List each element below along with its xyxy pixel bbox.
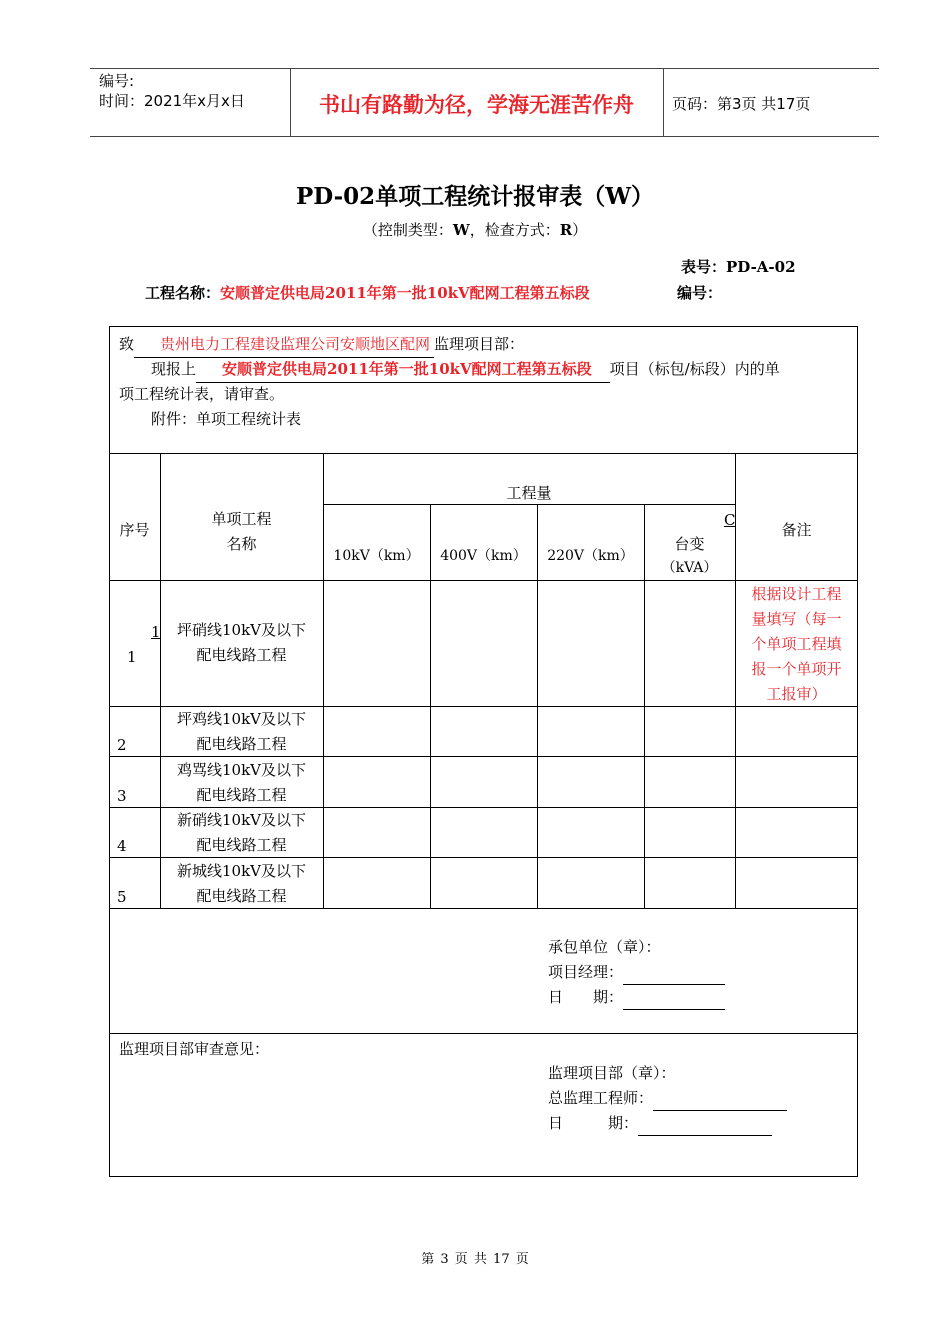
- supervision-engineer: 总监理工程师：: [548, 1086, 787, 1111]
- page-footer: 第 3 页 共 17 页: [421, 1252, 529, 1267]
- table-row-name: 新城线10kV及以下 配电线路工程: [176, 862, 306, 905]
- header-page-info: 页码：第3页 共17页: [672, 95, 811, 113]
- engineer-signature-field[interactable]: [653, 1092, 787, 1111]
- header-number-label: 编号:: [99, 72, 135, 90]
- letter-report-line2: 项工程统计表，请审查。: [119, 385, 285, 403]
- col-header-remark: 备注: [781, 521, 812, 539]
- col-header-transformer: 台变 （kVA）: [661, 535, 718, 576]
- row1-mark: 1: [151, 623, 161, 641]
- col-header-10kv: 10kV（km）: [333, 548, 420, 564]
- contractor-date-field[interactable]: [623, 991, 725, 1010]
- table-row-seq: 1: [127, 648, 137, 666]
- header-top-rule: [90, 68, 879, 69]
- contractor-date: 日 期：: [548, 985, 725, 1010]
- letter-report: 现报上 安顺普定供电局2011年第一批10kV配网工程第五标段 项目（标包/标段）内的单: [151, 357, 780, 383]
- project-label: 工程名称：: [145, 284, 221, 302]
- col-header-name: 单项工程 名称: [211, 510, 272, 553]
- supervision-dept: 监理项目部（章）：: [548, 1064, 676, 1082]
- project-line: [145, 282, 590, 303]
- page-title: PD-02单项工程统计报审表（W）: [295, 183, 655, 210]
- header-divider-2: [663, 68, 664, 136]
- col-header-400v: 400V（km）: [440, 548, 527, 564]
- supervision-date-field[interactable]: [638, 1117, 772, 1136]
- contractor-manager: 项目经理：: [548, 960, 725, 985]
- supervision-date: 日 期：: [548, 1111, 772, 1136]
- col-header-220v: 220V（km）: [547, 548, 634, 564]
- col-header-seq: 序号: [119, 521, 150, 539]
- project-name: 安顺普定供电局2011年第一批10kV配网工程第五标段: [220, 284, 590, 302]
- table-row-name: 鸡骂线10kV及以下 配电线路工程: [176, 761, 306, 804]
- letter-attachment: 附件：单项工程统计表: [151, 410, 302, 428]
- table-row-name: 坪硝线10kV及以下 配电线路工程: [176, 621, 306, 664]
- header-bottom-rule: [90, 136, 879, 137]
- table-row-seq: 5: [117, 888, 127, 906]
- table-row-seq: 4: [117, 837, 127, 855]
- remark-note: 根据设计工程 量填写（每一 个单项工程填 报一个单项开 工报审）: [751, 585, 842, 703]
- header-motto: 书山有路勤为径，学海无涯苦作舟: [319, 93, 634, 117]
- page-subtitle: （控制类型：W，检查方式：R）: [362, 221, 588, 239]
- table-row-seq: 3: [117, 787, 127, 805]
- table-row-seq: 2: [117, 736, 127, 754]
- form-number: 表号：PD-A-02: [681, 258, 796, 276]
- code-label: 编号：: [677, 284, 723, 302]
- table-row-name: 新硝线10kV及以下 配电线路工程: [176, 811, 306, 854]
- to-organization: 贵州电力工程建设监理公司安顺地区配网: [134, 332, 434, 358]
- manager-signature-field[interactable]: [623, 966, 725, 985]
- col-header-tx-mark: C: [724, 511, 736, 529]
- letter-to: 致 贵州电力工程建设监理公司安顺地区配网 监理项目部：: [119, 332, 524, 358]
- col-header-quantity: 工程量: [506, 484, 552, 502]
- report-project: 安顺普定供电局2011年第一批10kV配网工程第五标段: [196, 357, 610, 383]
- contractor-unit: 承包单位（章）：: [548, 938, 661, 956]
- table-row-name: 坪鸡线10kV及以下 配电线路工程: [176, 710, 306, 753]
- header-time: 时间：2021年x月x日: [99, 92, 245, 110]
- supervision-opinion: 监理项目部审查意见：: [119, 1040, 270, 1058]
